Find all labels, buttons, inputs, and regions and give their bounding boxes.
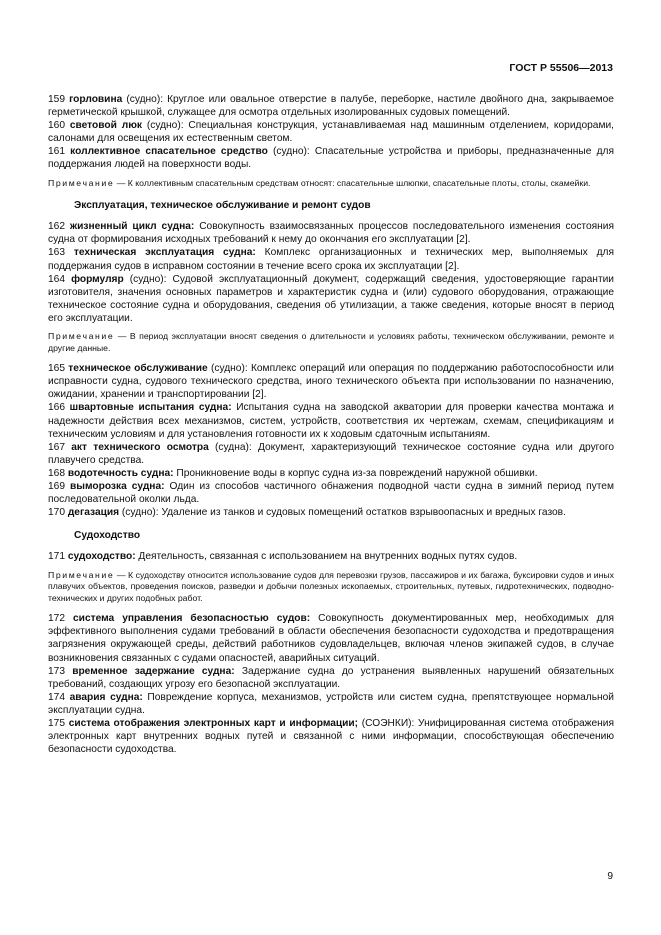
term-name: формуляр [71, 273, 124, 285]
term-name: авария судна: [69, 691, 143, 703]
term-definition: (судно): Спасательные устройства и приборы, предназначенные для поддержания людей на поверхности воды. [48, 146, 614, 171]
term-name: выморозка судна: [70, 481, 165, 493]
term-name: временное задержание судна: [72, 665, 235, 677]
term-entry-166 [48, 401, 614, 440]
term-name: жизненный цикл судна: [69, 221, 195, 233]
standard-header: ГОСТ Р 55506—2013 [509, 62, 613, 74]
term-number: 173 [48, 665, 65, 677]
note-label: Примечание [48, 569, 115, 580]
term-entry-172 [48, 612, 614, 664]
term-number: 167 [48, 441, 65, 453]
term-number: 164 [48, 273, 65, 285]
term-name: световой люк [69, 120, 142, 132]
term-name: швартовные испытания судна: [69, 402, 232, 414]
term-definition: (судно): Удаление из танков и судовых помещений остатков взрывоопасных и вредных газов. [119, 507, 566, 519]
term-entry-171 [48, 550, 614, 563]
note [48, 331, 614, 354]
term-definition: (судна): Документ, характеризующий техническое состояние судна или другого плавучего средства. [48, 441, 614, 466]
term-entry-159 [48, 93, 614, 119]
term-number: 162 [48, 221, 65, 233]
note-text: — В период эксплуатации вносят сведения о длительности и условиях работы, техническом обслуживании, ремонте и другие данные. [48, 331, 614, 353]
term-entry-168 [48, 467, 614, 480]
term-entry-175 [48, 717, 614, 756]
term-entry-170 [48, 506, 614, 519]
term-definition: Совокупность документированных мер, необходимых для эффективного выполнения судами требований в области обеспечения безопасности судоходства и предотвращения загрязнения окружающей среды, действий работников судовладельцев, включая членов экипажей судов, в случае возникновения связанных с судами опасностей, аварийных ситуаций. [48, 613, 614, 664]
term-definition: (судно): Судовой эксплуатационный документ, содержащий сведения, удостоверяющие гарантии изготовителя, значения основных параметров и характеристик судна и (или) судового оборудования, отражающие техническое состояние судна и оборудования, сведения об утилизации, а также сведения, которые вносят в период его эксплуатации. [48, 273, 614, 324]
term-number: 169 [48, 481, 65, 493]
term-name: горловина [69, 94, 123, 105]
term-entry-160 [48, 119, 614, 145]
document-body [48, 93, 614, 756]
note [48, 570, 614, 605]
section-heading: Эксплуатация, техническое обслуживание и ремонт судов [74, 200, 371, 212]
term-number: 163 [48, 247, 65, 259]
note-label: Примечание [48, 177, 115, 188]
term-number: 166 [48, 402, 65, 414]
term-name: система управления безопасностью судов: [73, 613, 311, 625]
term-number: 174 [48, 691, 65, 703]
term-entry-174 [48, 691, 614, 717]
term-number: 172 [48, 613, 65, 625]
term-definition: Повреждение корпуса, механизмов, устройств или систем судна, препятствующее нормальной эксплуатации судна. [48, 691, 614, 716]
term-entry-167 [48, 441, 614, 467]
term-definition: Деятельность, связанная с использованием на внутренних водных путях судов. [135, 551, 518, 563]
term-name: судоходство: [67, 551, 136, 563]
term-definition: Задержание судна до устранения выявленных нарушений обязательных требований, создающих угрозу его безопасной эксплуатации. [48, 665, 614, 690]
term-name: акт технического осмотра [71, 441, 209, 453]
term-definition: (судно): Круглое или овальное отверстие в палубе, переборке, настиле двойного дна, закрываемое герметической крышкой, служащее для осмотра отдельных изолированных судовых помещений. [48, 94, 614, 119]
term-name: техническое обслуживание [68, 363, 208, 375]
term-name: водотечность судна: [67, 467, 174, 479]
note-text: — К коллективным спасательным средствам относят: спасательные шлюпки, спасательные плоты, столы, скамейки. [114, 177, 591, 188]
term-entry-164 [48, 273, 614, 325]
term-number: 170 [48, 507, 65, 519]
note-label: Примечание [48, 331, 115, 341]
note [48, 178, 614, 190]
term-name: система отображения электронных карт и информации; [68, 718, 359, 730]
term-entry-169 [48, 480, 614, 506]
term-definition: (судно): Комплекс операций или операция по поддержанию работоспособности или исправности судна, судового технического средства, иного технического объекта при использовании по назначению, ожидании, хранении и транспортировании [2]. [48, 363, 614, 401]
note-text: — К судоходству относится использование судов для перевозки грузов, пассажиров и их багажа, буксировки судов и иных плавучих объектов, проведения поисков, разведки и добычи полезных ископаемых, строительных, путевых, гидротехнических, подводно-технических и других подобных работ. [48, 569, 614, 603]
term-name: коллективное спасательное средство [70, 146, 268, 158]
term-number: 168 [48, 467, 65, 479]
term-number: 159 [48, 94, 65, 105]
term-definition: Совокупность взаимосвязанных процессов последовательного изменения состояния судна от формирования исходных требований к нему до окончания его эксплуатации [2]. [48, 221, 614, 246]
term-number: 160 [48, 120, 65, 132]
term-name: техническая эксплуатация судна: [73, 247, 256, 259]
term-entry-165 [48, 362, 614, 401]
term-definition: (судно): Специальная конструкция, устанавливаемая над машинным отделением, коридорами, салонами для освещения их естественным светом. [48, 120, 614, 145]
term-number: 165 [48, 363, 65, 375]
term-number: 175 [48, 718, 65, 730]
term-entry-162 [48, 220, 614, 246]
term-entry-163 [48, 246, 614, 272]
term-name: дегазация [67, 507, 120, 519]
term-number: 171 [48, 551, 65, 563]
page-number: 9 [607, 871, 613, 882]
term-definition: (СОЭНКИ): Унифицированная система отображения электронных карт внутренних водных путей и связанной с ними информации, способствующая обеспечению безопасности судоходства. [48, 718, 614, 756]
term-entry-161 [48, 145, 614, 171]
term-definition: Испытания судна на заводской акватории для проверки качества монтажа и надежности действия всех механизмов, систем, устройств, соответствия их чертежам, схемам, спецификациям и техническим условиям и для установления готовности их к ходовым сдаточным испытаниям. [48, 402, 614, 440]
term-definition: Проникновение воды в корпус судна из-за повреждений наружной обшивки. [173, 467, 538, 479]
term-entry-173 [48, 665, 614, 691]
term-number: 161 [48, 146, 65, 158]
term-definition: Комплекс организационных и технических мер, выполняемых для поддержания судов в исправном состоянии в течение всего срока их эксплуатации [2]. [48, 247, 614, 272]
section-heading: Судоходство [74, 530, 141, 542]
term-definition: Один из способов частичного обнажения подводной части судна в зимний период путем последовательной околки льда. [48, 481, 614, 506]
